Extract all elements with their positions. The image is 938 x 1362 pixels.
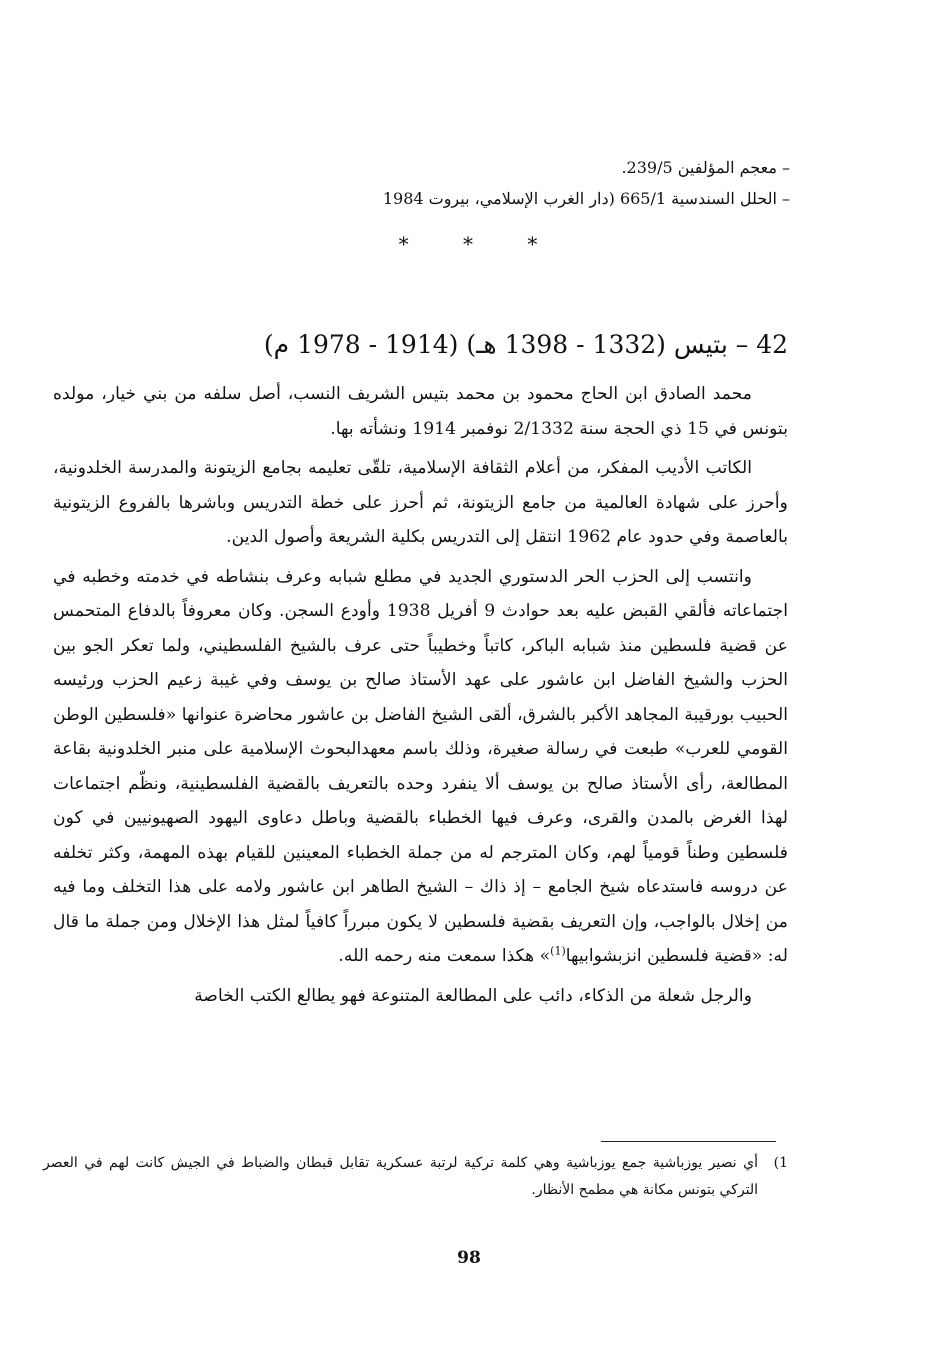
footnote-text: أي نصير يوزباشية جمع يوزباشية وهي كلمة تركية لرتبة عسكرية تقابل قبطان والضباط في الجيش كانت لهم في العصر التركي بتونس مكانة هي مطمح الأنظار. — [43, 1155, 758, 1198]
reference-item: – الحلل السندسية 665/1 (دار الغرب الإسلامي، بيروت 1984 — [382, 189, 790, 208]
paragraph — [53, 560, 788, 974]
entry-body — [53, 377, 788, 1018]
footnote-marker: (1) — [550, 944, 566, 958]
paragraph: محمد الصادق ابن الحاج محمود بن محمد بتيس الشريف النسب، أصل سلفه من بني خيار، مولده بتونس في 15 ذي الحجة سنة 2/1332 نوفمبر 1914 ونشأته بها. — [53, 384, 788, 439]
asterisk-icon: * — [527, 232, 540, 256]
footnote — [43, 1150, 788, 1204]
footnote-number: 1) — [773, 1155, 788, 1171]
reference-item: – معجم المؤلفين 239/5. — [621, 158, 790, 177]
paragraph-text: » هكذا سمعت منه رحمه الله. — [338, 946, 551, 966]
footnote-divider — [601, 1141, 776, 1142]
paragraph: والرجل شعلة من الذكاء، دائب على المطالعة المتنوعة فهو يطالع الكتب الخاصة — [194, 985, 752, 1006]
entry-heading: 42 – بتيس (1332 - 1398 هـ) (1914 - 1978 م) — [263, 330, 788, 359]
paragraph-text: وانتسب إلى الحزب الحر الدستوري الجديد في مطلع شبابه وعرف بنشاطه في خدمته وخطبه في اجتماعاته فألقي القبض عليه بعد حوادث 9 أفريل 1938 وأودع السجن. وكان معروفاً بالدفاع المتحمس عن قضية فلسطين منذ شبابه الباكر، كاتباً وخطيباً حتى عرف بالشيخ الفلسطيني، ولما تعكر الجو بين الحزب والشيخ الفاضل ابن عاشور على عهد الأستاذ صالح بن يوسف وفي غيبة زعيم الحزب ورئيسه الحبيب بورقيبة المجاهد الأكبر بالشرق، ألقى الشيخ الفاضل بن عاشور محاضرة عنوانها «فلسطين الوطن القومي للعرب» طبعت في رسالة صغيرة، وذلك باسم معهدالبحوث الإسلامية على منبر الخلدونية بقاعة المطالعة، رأى الأستاذ صالح بن يوسف ألا ينفرد وحده بالتعريف بالقضية الفلسطينية، ونظّم اجتماعات لهذا الغرض بالمدن والقرى، وعرف فيها الخطباء بالقضية وباطل دعاوى اليهود الصهيونيين في كون فلسطين وطناً قومياً لهم، وكان المترجم له من جملة الخطباء المعينين للقيام بهذه المهمة، وكثر تخلفه عن دروسه فاستدعاه شيخ الجامع – إذ ذاك – الشيخ الطاهر ابن عاشور ولامه على هذا التخلف وما فيه من إخلال بالواجب، وإن التعريف بقضية فلسطين لا يكون مبرراً كافياً لمثل هذا الإخلال ومن جملة ما قال له: «قضية فلسطين انزبشوابيها — [53, 566, 789, 966]
reference-list — [150, 152, 790, 214]
asterisk-icon: * — [398, 232, 411, 256]
paragraph: الكاتب الأديب المفكر، من أعلام الثقافة الإسلامية، تلقّى تعليمه بجامع الزيتونة والمدرسة الخلدونية، وأحرز على شهادة العالمية من جامع الزيتونة، ثم أحرز على خطة التدريس وباشرها بالفروع الزيتونية بالعاصمة وفي حدود عام 1962 انتقل إلى التدريس بكلية الشريعة وأصول الدين. — [53, 458, 788, 547]
section-separator — [0, 232, 938, 256]
page-number: 98 — [457, 1248, 481, 1268]
asterisk-icon: * — [463, 232, 475, 256]
